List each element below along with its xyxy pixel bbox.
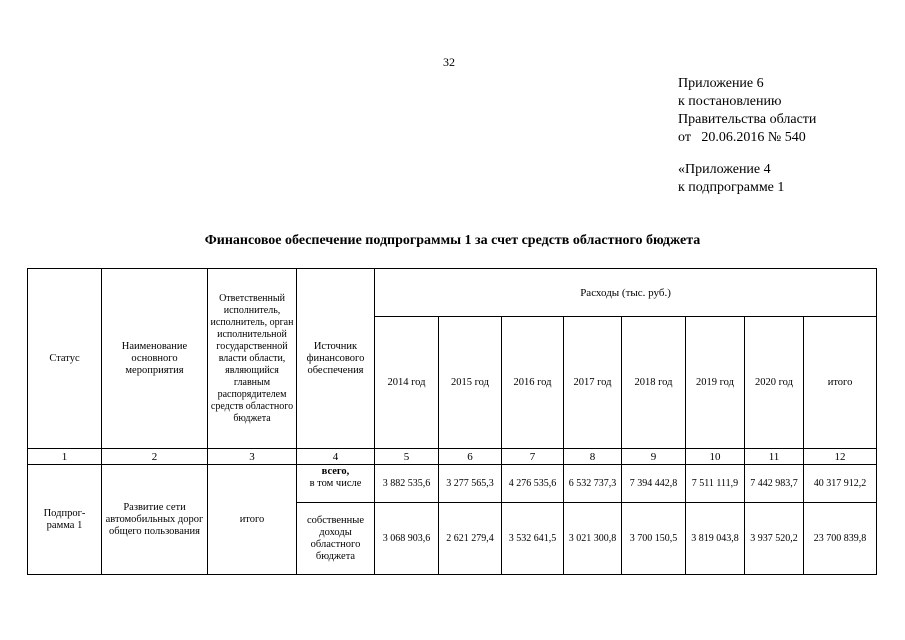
appendix-line: к постановлению [678, 94, 782, 109]
header-status: Статус [28, 269, 102, 449]
value-cell: 7 394 442,8 [622, 465, 686, 503]
value-cell: 3 882 535,6 [375, 465, 439, 503]
value-cell: 3 277 565,3 [439, 465, 502, 503]
appendix-line: от 20.06.2016 № 540 [678, 130, 806, 145]
value-cell-total: 23 700 839,8 [804, 503, 877, 575]
row-executor: итого [208, 465, 297, 575]
value-cell: 3 068 903,6 [375, 503, 439, 575]
column-index: 10 [686, 449, 745, 465]
appendix-block [678, 75, 816, 197]
value-cell: 3 937 520,2 [745, 503, 804, 575]
source-bold-text: всего, [321, 466, 350, 477]
table-row [28, 465, 877, 503]
column-index-row [28, 449, 877, 465]
value-cell: 4 276 535,6 [502, 465, 564, 503]
value-cell: 3 819 043,8 [686, 503, 745, 575]
header-year: 2018 год [622, 317, 686, 449]
column-index: 4 [297, 449, 375, 465]
header-executor: Ответственный исполнитель, исполнитель, орган исполнительной государственной власти области, являющийся главным распорядителем средств областного бюджета [208, 269, 297, 449]
value-cell: 7 442 983,7 [745, 465, 804, 503]
financing-table [27, 268, 877, 575]
column-index: 2 [102, 449, 208, 465]
header-expenses: Расходы (тыс. руб.) [375, 269, 877, 317]
header-total: итого [804, 317, 877, 449]
header-name: Наименование основного мероприятия [102, 269, 208, 449]
value-cell: 6 532 737,3 [564, 465, 622, 503]
column-index: 6 [439, 449, 502, 465]
value-cell-total: 40 317 912,2 [804, 465, 877, 503]
header-year: 2015 год [439, 317, 502, 449]
header-year: 2014 год [375, 317, 439, 449]
header-source: Источник финансового обеспечения [297, 269, 375, 449]
value-cell: 7 511 111,9 [686, 465, 745, 503]
value-cell: 3 700 150,5 [622, 503, 686, 575]
row-name: Развитие сети автомобильных дорог общего пользования [102, 465, 208, 575]
row-source: собственные доходы областного бюджета [297, 503, 375, 575]
column-index: 11 [745, 449, 804, 465]
header-year: 2020 год [745, 317, 804, 449]
appendix-line: Приложение 6 [678, 76, 764, 91]
column-index: 3 [208, 449, 297, 465]
column-index: 1 [28, 449, 102, 465]
header-year: 2016 год [502, 317, 564, 449]
document-title: Финансовое обеспечение подпрограммы 1 за счет средств областного бюджета [204, 233, 701, 248]
header-year: 2017 год [564, 317, 622, 449]
column-index: 12 [804, 449, 877, 465]
column-index: 8 [564, 449, 622, 465]
value-cell: 3 532 641,5 [502, 503, 564, 575]
appendix-line: к подпрограмме 1 [678, 180, 785, 195]
column-index: 5 [375, 449, 439, 465]
row-status: Подпрог-рамма 1 [28, 465, 102, 575]
appendix-line: Правительства области [678, 112, 817, 127]
header-year: 2019 год [686, 317, 745, 449]
value-cell: 2 621 279,4 [439, 503, 502, 575]
row-source [297, 465, 375, 503]
appendix-line: «Приложение 4 [678, 162, 771, 177]
value-cell: 3 021 300,8 [564, 503, 622, 575]
source-text: в том числе [309, 478, 362, 489]
column-index: 9 [622, 449, 686, 465]
page-number: 32 [443, 55, 455, 69]
column-index: 7 [502, 449, 564, 465]
